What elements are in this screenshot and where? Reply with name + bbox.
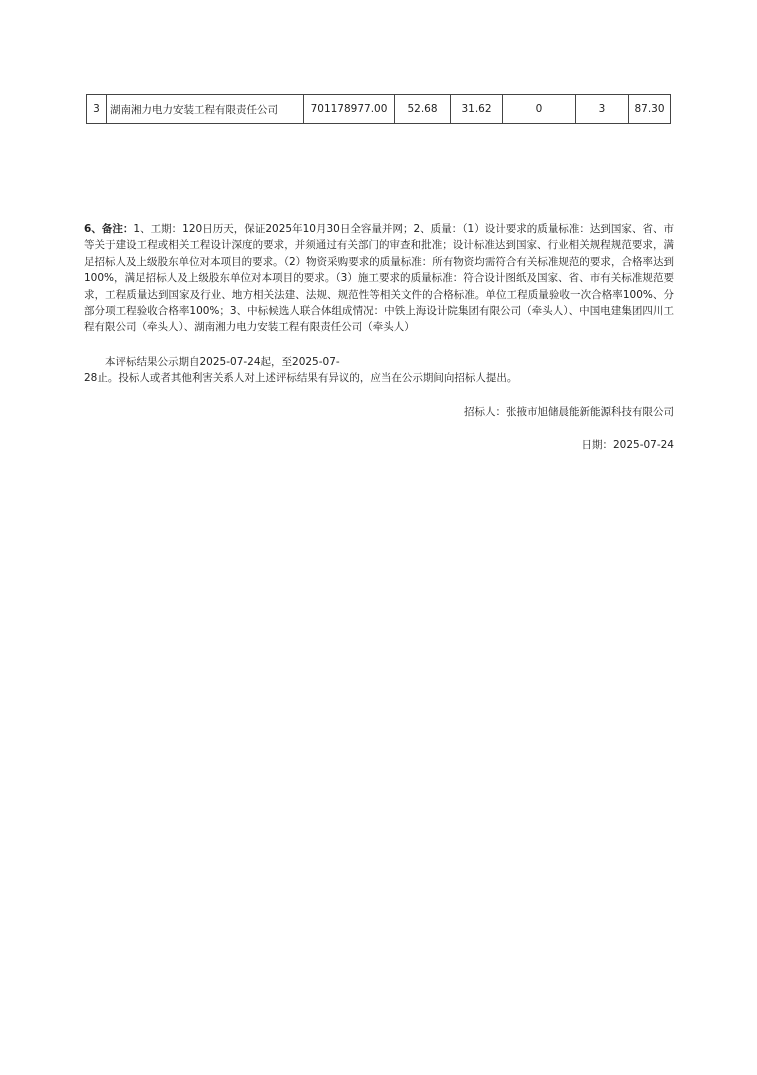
rank-cell: 3 (87, 95, 107, 124)
score-c-cell: 0 (503, 95, 576, 124)
table-row (87, 95, 671, 124)
publicity-period-paragraph (84, 354, 674, 387)
signature-date: 日期：2025-07-24 (581, 439, 674, 451)
company-cell: 湖南湘力电力安装工程有限责任公司 (107, 95, 304, 124)
score-d-cell: 3 (576, 95, 629, 124)
bid-results-table (86, 94, 671, 124)
total-score-cell: 87.30 (629, 95, 671, 124)
remarks-paragraph (84, 221, 674, 336)
remarks-text: 1、工期：120日历天，保证2025年10月30日全容量并网；2、质量：（1）设计要求的质量标准：达到国家、省、市等关于建设工程或相关工程设计深度的要求，并须通过有关部门的审查和批准；设计标准达到国家、行业相关规程规范要求，满足招标人及上级股东单位对本项目的要求。（2）物资采购要求的质量标准：所有物资均需符合有关标准规范的要求，合格率达到100%，满足招标人及上级股东单位对本项目的要求。（3）施工要求的质量标准：符合设计图纸及国家、省、市有关标准规范要求，工程质量达到国家及行业、地方相关法建、法规、规范性等相关文件的合格标准。单位工程质量验收一次合格率100%、分部分项工程验收合格率100%；3、中标候选人联合体组成情况：中铁上海设计院集团有限公司（牵头人）、中国电建集团四川工程有限公司（牵头人）、湖南湘力电力安装工程有限责任公司（牵头人） (84, 223, 675, 334)
score-a-cell: 52.68 (395, 95, 451, 124)
publicity-line-1: 本评标结果公示期自2025-07-24起，至2025-07- (105, 356, 340, 368)
bid-price-cell: 701178977.00 (304, 95, 395, 124)
remarks-label: 6、备注： (84, 223, 134, 235)
publicity-line-2: 28止。投标人或者其他利害关系人对上述评标结果有异议的，应当在公示期间向招标人提出。 (84, 372, 518, 385)
tenderer-signature: 招标人：张掖市旭储晨能新能源科技有限公司 (464, 406, 674, 418)
score-b-cell: 31.62 (451, 95, 503, 124)
